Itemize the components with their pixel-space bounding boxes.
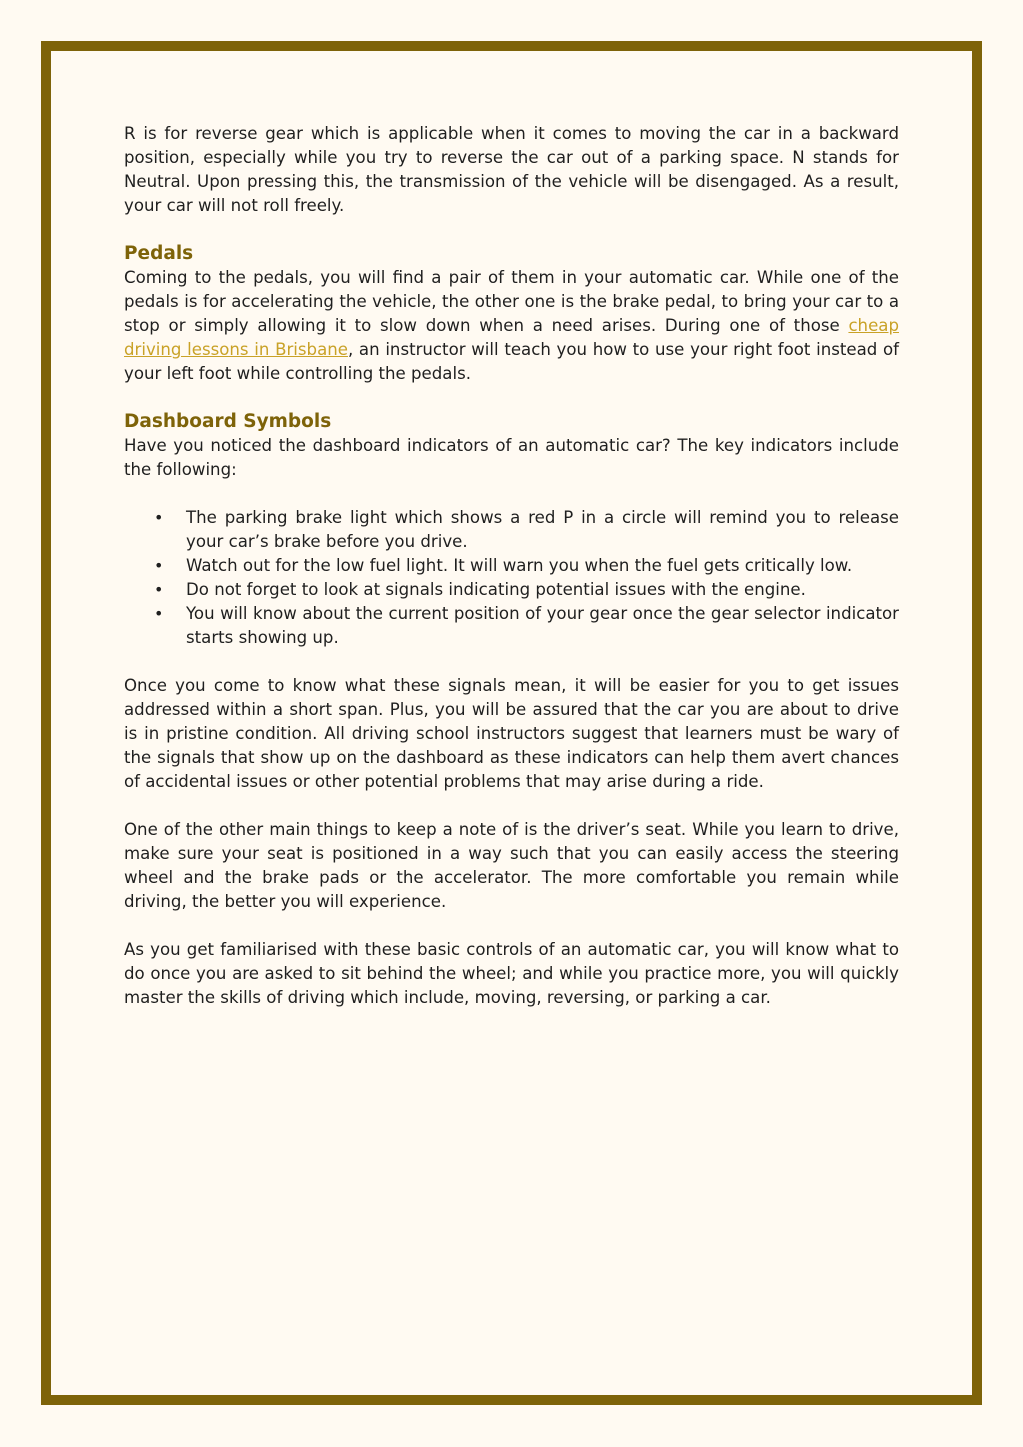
paragraph-gap xyxy=(124,914,899,938)
list-item-text: Watch out for the low fuel light. It will warn you when the fuel gets critically low. xyxy=(186,556,853,575)
list-item-text: Do not forget to look at signals indicating potential issues with the engine. xyxy=(186,580,806,599)
drivers-seat-paragraph: One of the other main things to keep a note of is the driver’s seat. While you learn to drive, make sure your seat is positioned in a way such that you can easily access the steering wheel and the brake pads or the accelerator. The more comfortable you remain while driving, the better you will experience. xyxy=(124,820,899,911)
paragraph-gap xyxy=(124,386,899,410)
dashboard-indicator-list xyxy=(124,506,899,650)
pedals-paragraph xyxy=(124,266,899,386)
heading-pedals: Pedals xyxy=(124,243,194,264)
list-item-text: The parking brake light which shows a red P in a circle will remind you to release your car’s brake before you drive. xyxy=(186,508,899,551)
list-item xyxy=(124,602,899,650)
heading-dashboard-symbols: Dashboard Symbols xyxy=(124,411,332,432)
paragraph-gap xyxy=(124,482,899,506)
list-item xyxy=(124,554,899,578)
paragraph-gap xyxy=(124,218,899,242)
pedals-text-before-link: Coming to the pedals, you will find a pair of them in your automatic car. While one of the pedals is for accelerating the vehicle, the other one is the brake pedal, to bring your car to a stop or simply allowing it to slow down when a need arises. During one of those xyxy=(124,268,899,335)
signals-paragraph: Once you come to know what these signals mean, it will be easier for you to get issues addressed within a short span. Plus, you will be assured that the car you are about to drive is in pristine condition. All driving school instructors suggest that learners must be wary of the signals that show up on the dashboard as these indicators can help them avert chances of accidental issues or other potential problems that may arise during a ride. xyxy=(124,676,899,791)
dashboard-intro-paragraph: Have you noticed the dashboard indicators of an automatic car? The key indicators include the following: xyxy=(124,436,899,479)
list-item xyxy=(124,506,899,554)
paragraph-gap xyxy=(124,650,899,674)
list-item xyxy=(124,578,899,602)
bullet-icon: • xyxy=(154,556,164,575)
list-item-text: You will know about the current position of your gear once the gear selector indicator starts showing up. xyxy=(186,604,899,647)
driving-lessons-link[interactable]: cheap driving lessons in Brisbane xyxy=(124,316,899,359)
intro-paragraph: R is for reverse gear which is applicable when it comes to moving the car in a backward position, especially while you try to reverse the car out of a parking space. N stands for Neutral. Upon pressing this, the transmission of the vehicle will be disengaged. As a result, your car will not roll freely. xyxy=(124,124,899,215)
bullet-icon: • xyxy=(154,604,164,623)
paragraph-gap xyxy=(124,794,899,818)
bullet-icon: • xyxy=(154,508,164,527)
document-body xyxy=(124,122,899,1010)
conclusion-paragraph: As you get familiarised with these basic controls of an automatic car, you will know what to do once you are asked to sit behind the wheel; and while you practice more, you will quickly master the skills of driving which include, moving, reversing, or parking a car. xyxy=(124,940,899,1007)
bullet-icon: • xyxy=(154,580,164,599)
pedals-text-after-link: , an instructor will teach you how to use your right foot instead of your left foot while controlling the pedals. xyxy=(124,340,899,383)
